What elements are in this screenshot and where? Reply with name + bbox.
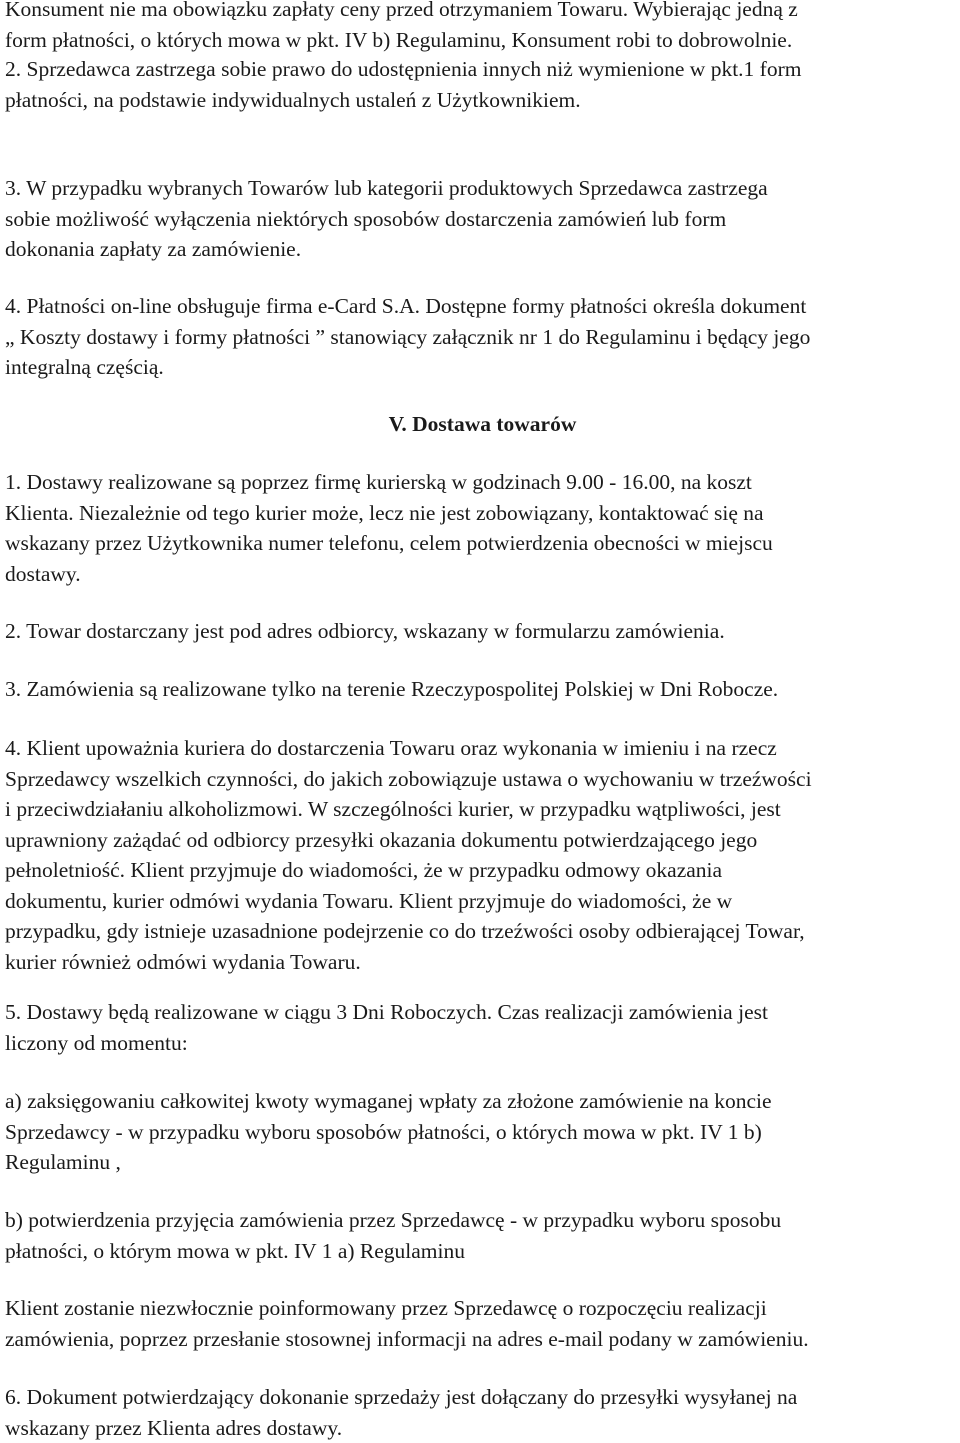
text-line: pełnoletniość. Klient przyjmuje do wiadomości, że w przypadku odmowy okazania — [5, 855, 812, 886]
text-line: 3. Zamówienia są realizowane tylko na terenie Rzeczypospolitej Polskiej w Dni Robocze. — [5, 674, 778, 705]
paragraph-v-1 — [5, 467, 773, 589]
text-line: 1. Dostawy realizowane są poprzez firmę kurierską w godzinach 9.00 - 16.00, na koszt — [5, 467, 773, 498]
paragraph-v-3 — [5, 674, 778, 705]
paragraph-v-5c — [5, 1293, 809, 1354]
text-line: form płatności, o których mowa w pkt. IV b) Regulaminu, Konsument robi to dobrowolnie. — [5, 25, 798, 56]
paragraph-v-2 — [5, 616, 725, 647]
text-line: 3. W przypadku wybranych Towarów lub kategorii produktowych Sprzedawca zastrzega — [5, 173, 768, 204]
text-line: Klienta. Niezależnie od tego kurier może, lecz nie jest zobowiązany, kontaktować się na — [5, 498, 773, 529]
paragraph-intro — [5, 0, 798, 55]
paragraph-v-4 — [5, 733, 812, 977]
text-line: uprawniony zażądać od odbiorcy przesyłki okazania dokumentu potwierdzającego jego — [5, 825, 812, 856]
paragraph-iv-3 — [5, 173, 768, 265]
text-line: liczony od momentu: — [5, 1028, 768, 1059]
text-line: sobie możliwość wyłączenia niektórych sposobów dostarczenia zamówień lub form — [5, 204, 768, 235]
paragraph-v-5b — [5, 1205, 781, 1266]
text-line: przypadku, gdy istnieje uzasadnione podejrzenie co do trzeźwości osoby odbierającej Towar, — [5, 916, 812, 947]
text-line: wskazany przez Użytkownika numer telefonu, celem potwierdzenia obecności w miejscu — [5, 528, 773, 559]
text-line: a) zaksięgowaniu całkowitej kwoty wymaganej wpłaty za złożone zamówienie na koncie — [5, 1086, 772, 1117]
text-line: płatności, na podstawie indywidualnych ustaleń z Użytkownikiem. — [5, 85, 801, 116]
text-line: b) potwierdzenia przyjęcia zamówienia przez Sprzedawcę - w przypadku wyboru sposobu — [5, 1205, 781, 1236]
text-line: 5. Dostawy będą realizowane w ciągu 3 Dni Roboczych. Czas realizacji zamówienia jest — [5, 997, 768, 1028]
paragraph-v-5 — [5, 997, 768, 1058]
text-line: kurier również odmówi wydania Towaru. — [5, 947, 812, 978]
text-line: dokonania zapłaty za zamówienie. — [5, 234, 768, 265]
text-line: 6. Dokument potwierdzający dokonanie sprzedaży jest dołączany do przesyłki wysyłanej na — [5, 1382, 797, 1413]
text-line: 4. Płatności on-line obsługuje firma e-Card S.A. Dostępne formy płatności określa dokument — [5, 291, 810, 322]
text-line: płatności, o którym mowa w pkt. IV 1 a) Regulaminu — [5, 1236, 781, 1267]
paragraph-iv-4 — [5, 291, 810, 383]
text-line: 2. Towar dostarczany jest pod adres odbiorcy, wskazany w formularzu zamówienia. — [5, 616, 725, 647]
paragraph-v-6 — [5, 1382, 797, 1443]
text-line: wskazany przez Klienta adres dostawy. — [5, 1413, 797, 1443]
text-line: i przeciwdziałaniu alkoholizmowi. W szczególności kurier, w przypadku wątpliwości, jest — [5, 794, 812, 825]
text-line: Regulaminu , — [5, 1147, 772, 1178]
text-line: 4. Klient upoważnia kuriera do dostarczenia Towaru oraz wykonania w imieniu i na rzecz — [5, 733, 812, 764]
text-line: dostawy. — [5, 559, 773, 590]
text-line: 2. Sprzedawca zastrzega sobie prawo do udostępnienia innych niż wymienione w pkt.1 form — [5, 54, 801, 85]
text-line: „ Koszty dostawy i formy płatności ” stanowiący załącznik nr 1 do Regulaminu i będący jego — [5, 322, 810, 353]
paragraph-iv-2 — [5, 54, 801, 115]
text-line: Sprzedawcy - w przypadku wyboru sposobów płatności, o których mowa w pkt. IV 1 b) — [5, 1117, 772, 1148]
section-heading-v: V. Dostawa towarów — [5, 409, 960, 440]
text-line: Klient zostanie niezwłocznie poinformowany przez Sprzedawcę o rozpoczęciu realizacji — [5, 1293, 809, 1324]
text-line: integralną częścią. — [5, 352, 810, 383]
text-line: dokumentu, kurier odmówi wydania Towaru. Klient przyjmuje do wiadomości, że w — [5, 886, 812, 917]
text-line: zamówienia, poprzez przesłanie stosownej informacji na adres e-mail podany w zamówieniu. — [5, 1324, 809, 1355]
paragraph-v-5a — [5, 1086, 772, 1178]
text-line: Sprzedawcy wszelkich czynności, do jakich zobowiązuje ustawa o wychowaniu w trzeźwości — [5, 764, 812, 795]
text-line: Konsument nie ma obowiązku zapłaty ceny przed otrzymaniem Towaru. Wybierając jedną z — [5, 0, 798, 25]
